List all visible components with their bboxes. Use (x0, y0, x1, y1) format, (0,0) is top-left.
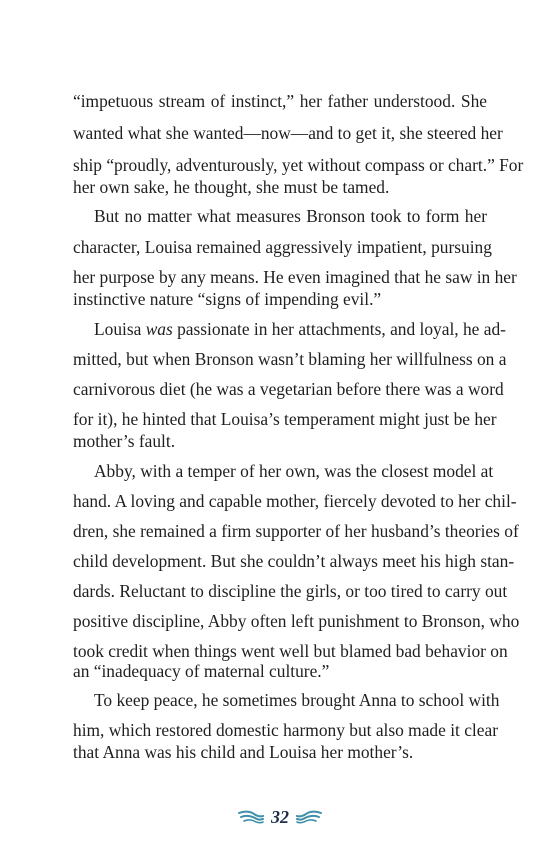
text-line: mitted, but when Bronson wasn’t blaming her willfulness on a (73, 349, 507, 369)
text-line: him, which restored domestic harmony but also made it clear (73, 720, 498, 740)
text-line: ship “proudly, adventurously, yet without compass or chart.” For (73, 155, 524, 175)
text-run: passionate in her attachments, and loyal, he ad- (172, 319, 506, 339)
text-line: carnivorous diet (he was a vegetarian before there was a word (73, 379, 504, 399)
text-run: Louisa (94, 319, 146, 339)
text-line: her purpose by any means. He even imagined that he saw in her (73, 267, 517, 287)
page-number: 32 (271, 807, 289, 827)
text-line: took credit when things went well but blamed bad behavior on (73, 641, 508, 661)
text-line: But no matter what measures Bronson took to form her (94, 206, 487, 226)
text-line: that Anna was his child and Louisa her mother’s. (73, 742, 414, 762)
text-line: instinctive nature “signs of impending evil.” (73, 289, 382, 309)
text-line: dards. Reluctant to discipline the girls, or too tired to carry out (73, 581, 508, 601)
text-line: for it), he hinted that Louisa’s temperament might just be her (73, 409, 497, 429)
text-line: mother’s fault. (73, 431, 176, 451)
text-line: character, Louisa remained aggressively impatient, pursuing (73, 237, 492, 257)
text-line: child development. But she couldn’t always meet his high stan- (73, 551, 515, 571)
emphasis-text: was (145, 319, 173, 339)
text-line (94, 319, 506, 339)
text-line: dren, she remained a firm supporter of her husband’s theories of (73, 521, 519, 541)
text-line: her own sake, he thought, she must be tamed. (73, 177, 390, 197)
text-line: wanted what she wanted—now—and to get it, she steered her (73, 123, 503, 143)
text-line: hand. A loving and capable mother, fiercely devoted to her chil- (73, 491, 517, 511)
page-folio (0, 807, 560, 827)
text-line: an “inadequacy of maternal culture.” (73, 661, 330, 681)
text-line: “impetuous stream of instinct,” her father understood. She (73, 91, 487, 111)
text-line: positive discipline, Abby often left punishment to Bronson, who (73, 611, 520, 631)
text-line: Abby, with a temper of her own, was the closest model at (94, 461, 494, 481)
wave-ornament-right-icon (296, 810, 322, 824)
text-line: To keep peace, he sometimes brought Anna to school with (94, 690, 500, 710)
wave-ornament-left-icon (238, 810, 264, 824)
